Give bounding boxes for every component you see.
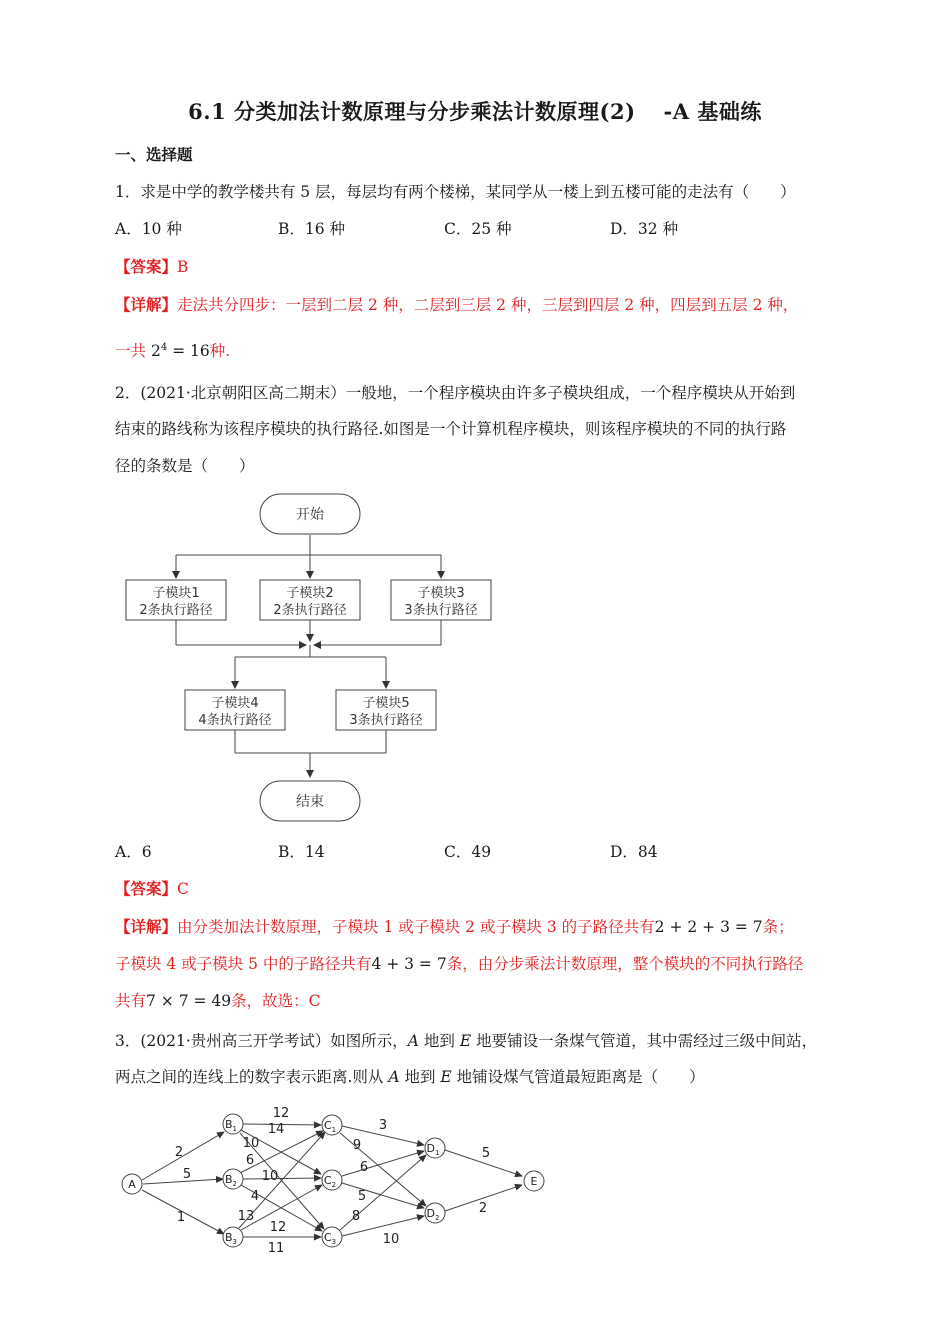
svg-text:2: 2 xyxy=(174,1145,184,1160)
q1-option-c: C．25 种 xyxy=(444,220,512,238)
svg-text:D1: $D_1$ xyxy=(426,1142,440,1157)
svg-text:6: 6 xyxy=(245,1153,255,1168)
svg-text:4条执行路径: 4条执行路径 xyxy=(198,713,272,728)
svg-text:子模块5: 子模块5 xyxy=(362,696,410,711)
q1-detail-line1: 【详解】走法共分四步：一层到二层 2 种，二层到三层 2 种，三层到四层 2 种，四层到五层 2 种， xyxy=(115,295,799,314)
svg-text:14: 14 xyxy=(267,1122,285,1137)
q2-stem-line2: 结束的路线称为该程序模块的执行路径.如图是一个计算机程序模块，则该程序模块的不同的执行路 xyxy=(115,420,787,438)
q1-stem: 1．求是中学的教学楼共有 5 层，每层均有两个楼梯，某同学从一楼上到五楼可能的走法有（ ） xyxy=(115,183,796,201)
svg-text:C3: $C_3$ xyxy=(323,1231,337,1246)
svg-text:结束: 结束 xyxy=(296,794,324,810)
svg-text:3条执行路径: 3条执行路径 xyxy=(404,603,478,618)
svg-text:2: 2 xyxy=(478,1201,488,1216)
svg-text:子模块4: 子模块4 xyxy=(211,696,259,711)
q2-detail-line2: 子模块 4 或子模块 5 中的子路径共有4 + 3 = 7条，由分步乘法计数原理，整个模块的不同执行路径 xyxy=(115,955,804,973)
q2-answer: 【答案】C xyxy=(115,879,189,898)
q1-options xyxy=(115,218,845,240)
svg-text:子模块3: 子模块3 xyxy=(417,586,465,601)
svg-text:9: 9 xyxy=(352,1138,362,1153)
q2-formula-3: 7 × 7 = 49 xyxy=(146,992,232,1010)
q2-detail-line1: 【详解】由分类加法计数原理，子模块 1 或子模块 2 或子模块 3 的子路径共有2 + 2 + 3 = 7条； xyxy=(115,917,794,936)
svg-text:1: 1 xyxy=(176,1210,186,1225)
svg-text:5: 5 xyxy=(357,1189,367,1204)
svg-text:10: 10 xyxy=(382,1232,400,1247)
svg-text:10: 10 xyxy=(261,1169,279,1184)
q2-formula-1: 2 + 2 + 3 = 7 xyxy=(654,918,763,936)
svg-text:3条执行路径: 3条执行路径 xyxy=(349,713,423,728)
svg-text:D2: $D_2$ xyxy=(426,1207,440,1222)
q2-stem-line3: 径的条数是（ ） xyxy=(115,457,255,475)
svg-text:2条执行路径: 2条执行路径 xyxy=(273,603,347,618)
svg-text:B1: $B_1$ xyxy=(224,1118,238,1133)
q2-options xyxy=(115,841,845,863)
q3-stem-line2: 两点之间的连线上的数字表示距离.则从 A 地到 E 地铺设煤气管道最短距离是（ ） xyxy=(115,1068,705,1086)
svg-text:3: 3 xyxy=(378,1118,388,1133)
flow-module-1 xyxy=(126,580,226,620)
svg-text:C1: $C_1$ xyxy=(323,1119,337,1134)
svg-text:2条执行路径: 2条执行路径 xyxy=(139,603,213,618)
svg-text:B2: $B_2$ xyxy=(224,1173,238,1188)
q1-answer: 【答案】B xyxy=(115,257,189,276)
q2-option-c: C．49 xyxy=(444,843,492,861)
q1-option-b: B．16 种 xyxy=(278,220,346,238)
svg-text:12: 12 xyxy=(269,1220,287,1235)
svg-text:10: 10 xyxy=(242,1136,260,1151)
q1-option-d: D．32 种 xyxy=(610,220,679,238)
svg-text:B3: $B_3$ xyxy=(224,1231,238,1246)
q2-formula-2: 4 + 3 = 7 xyxy=(371,955,447,973)
pipeline-graph xyxy=(110,1100,570,1260)
svg-text:C2: $C_2$ xyxy=(323,1174,337,1189)
svg-text:4: 4 xyxy=(250,1189,260,1204)
q1-formula: $2^4 = 16$ xyxy=(150,342,210,361)
svg-text:8: 8 xyxy=(351,1209,361,1224)
q2-option-a: A．6 xyxy=(115,843,152,861)
svg-text:子模块1: 子模块1 xyxy=(152,586,200,601)
svg-text:A: A xyxy=(128,1178,136,1191)
section-heading: 一、选择题 xyxy=(115,145,193,164)
program-flowchart xyxy=(110,485,510,830)
q2-option-b: B．14 xyxy=(278,843,325,861)
q1-detail-line2: 一共 $2^4 = 16$种. xyxy=(115,342,231,361)
svg-text:12: 12 xyxy=(272,1106,290,1121)
svg-text:11: 11 xyxy=(267,1241,285,1256)
svg-text:5: 5 xyxy=(182,1167,192,1182)
q3-stem-line1: 3．(2021·贵州高三开学考试）如图所示，A 地到 E 地要铺设一条煤气管道，其中需经过三级中间站， xyxy=(115,1032,818,1050)
page-title: 6.1 分类加法计数原理与分步乘法计数原理(2) -A 基础练 xyxy=(188,99,762,124)
svg-text:5: 5 xyxy=(481,1146,491,1161)
q2-option-d: D．84 xyxy=(610,843,658,861)
flow-module-5 xyxy=(336,690,436,730)
flow-module-4 xyxy=(185,690,285,730)
q2-stem-line1: 2．(2021·北京朝阳区高二期末）一般地，一个程序模块由许多子模块组成，一个程序模块从开始到 xyxy=(115,384,796,402)
svg-text:E: E xyxy=(530,1175,538,1188)
svg-text:子模块2: 子模块2 xyxy=(286,586,334,601)
svg-text:开始: 开始 xyxy=(296,507,324,523)
q1-option-a: A．10 种 xyxy=(115,220,182,238)
svg-text:13: 13 xyxy=(237,1209,255,1224)
svg-text:6: 6 xyxy=(359,1160,369,1175)
q2-detail-line3: 共有7 × 7 = 49条，故选：C xyxy=(115,992,321,1010)
flow-module-2 xyxy=(260,580,360,620)
flow-module-3 xyxy=(391,580,491,620)
